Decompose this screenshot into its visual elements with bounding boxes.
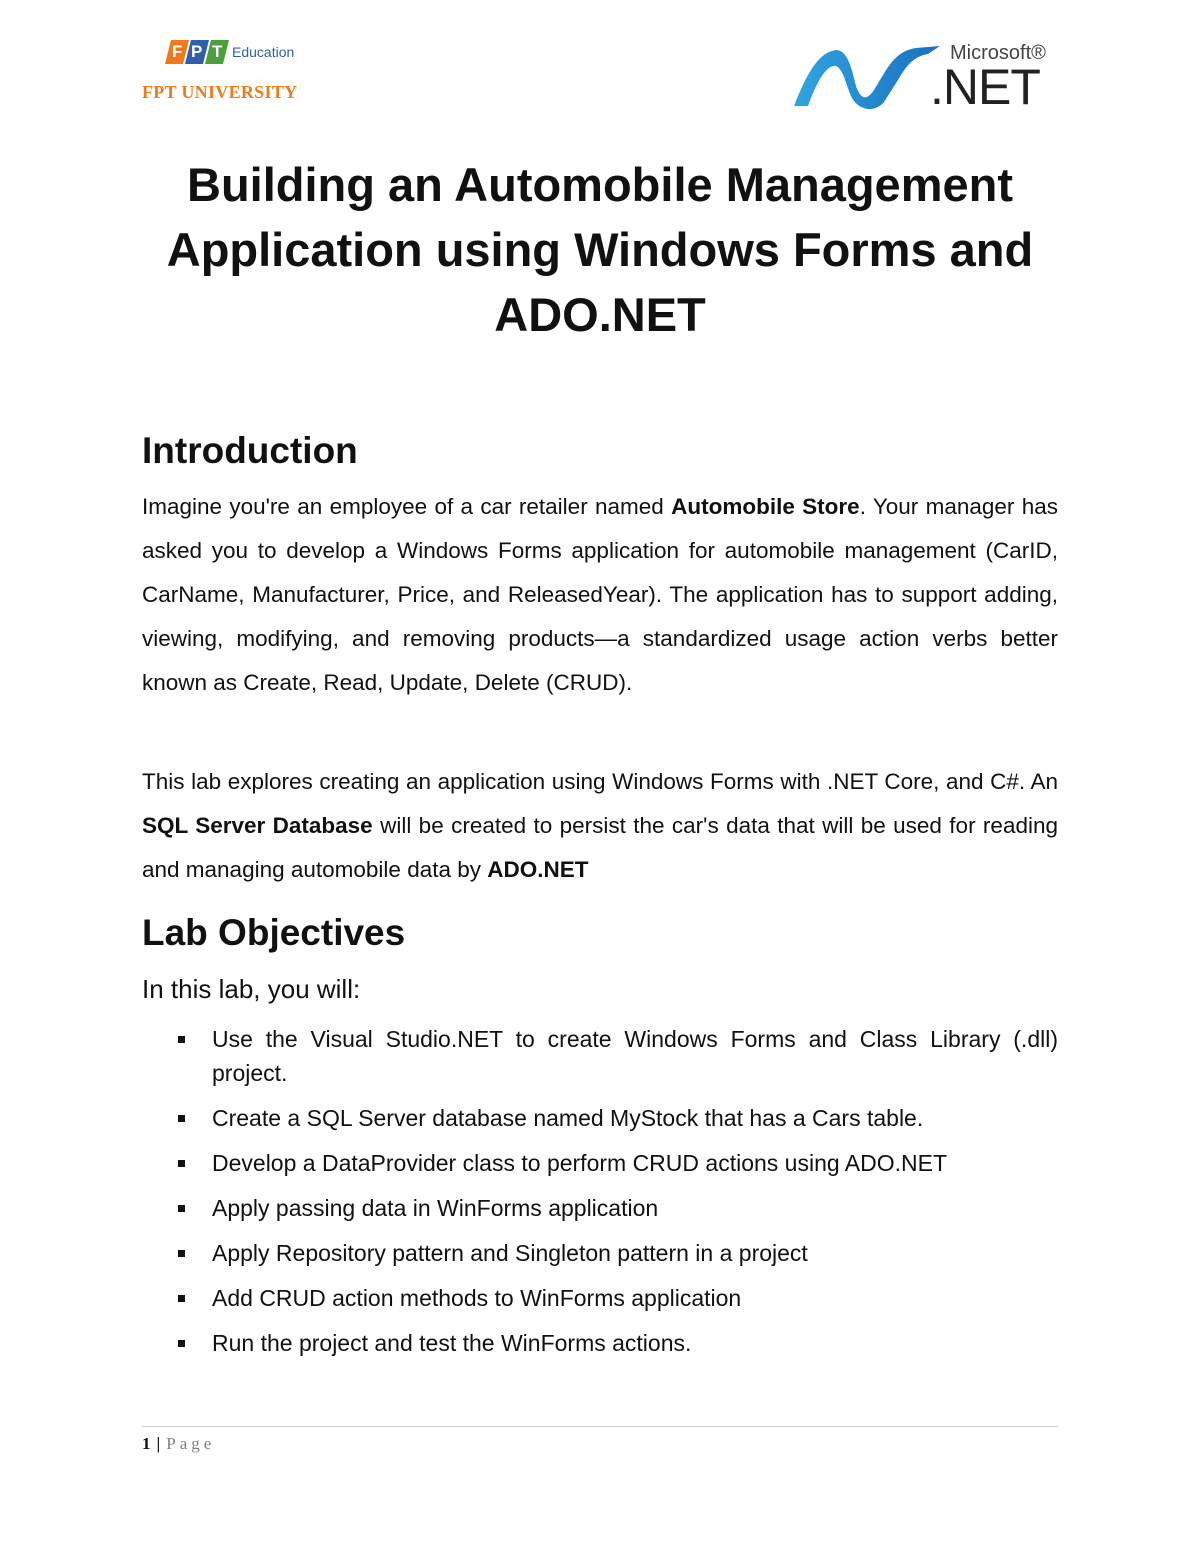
footer-separator: | [156,1434,161,1453]
title-line-1: Building an Automobile Management [187,158,1013,211]
fpt-block-f: F [165,40,189,64]
fpt-university-label: FPT UNIVERSITY [142,82,298,102]
fpt-letter-blocks [168,40,226,64]
square-bullet-icon [178,1340,185,1347]
intro-p2-text-c: will be created to persist the car's data that will be used for reading and managing automobile data by [142,813,1058,882]
document-title [100,152,1100,347]
square-bullet-icon [178,1205,185,1212]
microsoft-label: Microsoft® [950,42,1046,64]
intro-p1-text-c: . Your manager has asked you to develop a Windows Forms application for automobile management (CarID, CarName, Manufacturer, Price, and ReleasedYear). The application has to support adding, viewing, modifying, and removing products—a standardized usage action verbs better known as Create, Read, Update, Delete (CRUD). [142,494,1059,695]
square-bullet-icon [178,1295,185,1302]
square-bullet-icon [178,1115,185,1122]
page-footer [142,1434,215,1454]
page-number: 1 [142,1434,151,1453]
footer-divider [142,1426,1058,1427]
list-item: Apply Repository pattern and Singleton pattern in a project [178,1236,1058,1270]
list-item: Run the project and test the WinForms actions. [178,1326,1058,1360]
list-item: Use the Visual Studio.NET to create Windows Forms and Class Library (.dll) project. [178,1022,1058,1090]
list-item: Add CRUD action methods to WinForms application [178,1281,1058,1315]
lab-objectives-heading: Lab Objectives [142,912,406,953]
fpt-block-t: T [205,40,229,64]
fpt-education-label: Education [232,44,295,60]
title-line-2: Application using Windows Forms and [166,223,1034,276]
list-item: Develop a DataProvider class to perform CRUD actions using ADO.NET [178,1146,1058,1180]
intro-p1-text-a: Imagine you're an employee of a car retailer named [142,494,672,519]
net-label: .NET [930,59,1040,115]
automobile-store-emphasis: Automobile Store [671,494,860,519]
microsoft-net-logo [790,40,1050,115]
page-label: Page [166,1434,216,1453]
objectives-list [178,1022,1058,1371]
fpt-university-logo [142,38,332,108]
introduction-paragraph-1 [142,485,1058,705]
square-bullet-icon [178,1160,185,1167]
list-item: Apply passing data in WinForms application [178,1191,1058,1225]
list-item: Create a SQL Server database named MyStock that has a Cars table. [178,1101,1058,1135]
net-wave-icon [790,40,940,112]
title-line-3: ADO.NET [494,288,706,341]
introduction-heading: Introduction [142,430,358,471]
fpt-block-p: P [185,40,209,64]
objectives-lead: In this lab, you will: [142,974,361,1004]
introduction-paragraph-2 [142,760,1058,892]
square-bullet-icon [178,1036,185,1043]
sql-server-emphasis: SQL Server Database [142,813,373,838]
intro-p2-text-a: This lab explores creating an application using Windows Forms with .NET Core, and C#. An [142,769,1058,794]
adonet-emphasis: ADO.NET [487,857,589,882]
square-bullet-icon [178,1250,185,1257]
